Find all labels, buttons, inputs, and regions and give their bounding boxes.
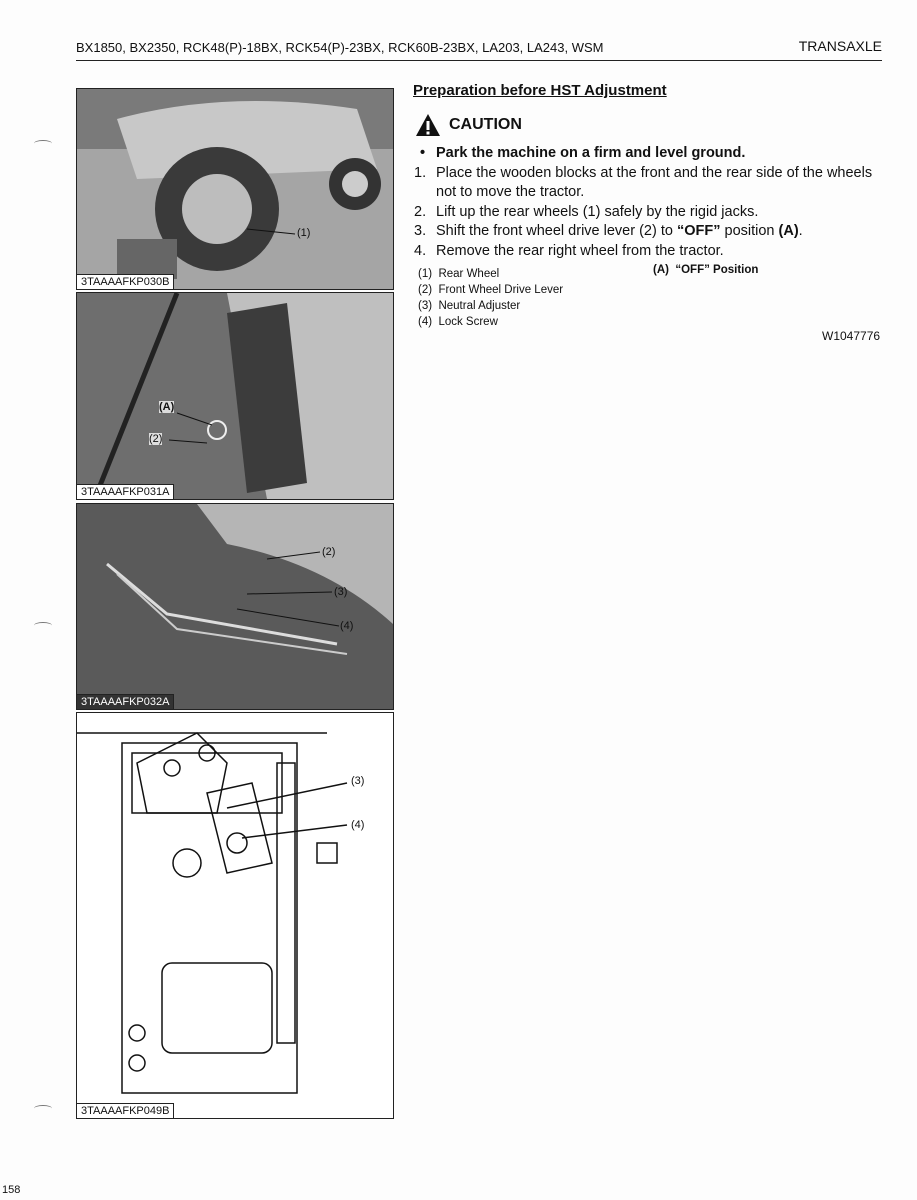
step	[414, 222, 884, 242]
step	[414, 203, 884, 223]
step-text-part: .	[798, 223, 803, 239]
section-title: Preparation before HST Adjustment	[413, 82, 667, 99]
figure-neutral-adjuster-diagram	[76, 712, 394, 1119]
binding-mark	[34, 140, 52, 147]
step-text	[436, 222, 803, 242]
off-label: “OFF”	[676, 223, 721, 239]
caution-bullet: • Park the machine on a firm and level ground.	[414, 144, 884, 164]
callout-2: (2)	[149, 433, 163, 445]
adjuster-photo	[77, 504, 393, 709]
tractor-photo	[77, 89, 393, 289]
warning-icon	[415, 113, 441, 137]
position-ref: (A)	[778, 223, 799, 239]
figure-neutral-adjuster-photo	[76, 503, 394, 710]
step-number: 4.	[414, 242, 427, 259]
legend-item: (3) Neutral Adjuster	[418, 300, 521, 312]
caution-label: CAUTION	[449, 116, 522, 133]
figure-caption: 3TAAAAFKP030B	[77, 274, 174, 289]
callout-a: (A)	[159, 401, 175, 413]
legend-item: (4) Lock Screw	[418, 316, 498, 328]
adjuster-line-drawing	[77, 713, 393, 1118]
parts-legend	[418, 266, 563, 330]
step-text-part: Shift the front wheel drive lever (2) to	[436, 223, 677, 239]
header-rule	[76, 60, 882, 61]
step-text-part: position	[720, 223, 779, 239]
header-models: BX1850, BX2350, RCK48(P)-18BX, RCK54(P)-23BX, RCK60B-23BX, LA203, LA243, WSM	[76, 40, 604, 55]
callout-3: (3)	[334, 586, 348, 598]
callout-3: (3)	[351, 775, 365, 787]
figure-drive-lever	[76, 292, 394, 500]
caution-heading	[415, 113, 522, 137]
callout-4: (4)	[340, 620, 354, 632]
document-code: W1047776	[822, 329, 881, 343]
step	[414, 242, 884, 262]
step-text: Place the wooden blocks at the front and the rear side of the wheels not to move the tractor.	[436, 164, 873, 200]
page-number: 158	[2, 1184, 21, 1196]
callout-2: (2)	[322, 546, 336, 558]
legend-item: (1) Rear Wheel	[418, 268, 500, 280]
instructions	[414, 144, 884, 261]
step-text: Remove the rear right wheel from the tractor.	[436, 242, 724, 259]
binding-mark	[34, 622, 52, 629]
figure-caption: 3TAAAAFKP032A	[77, 694, 174, 709]
bullet-text: Park the machine on a firm and level ground.	[436, 145, 746, 161]
legend-item-a: (A) “OFF” Position	[653, 264, 759, 276]
step-text: Lift up the rear wheels (1) safely by the rigid jacks.	[436, 203, 759, 220]
lever-photo	[77, 293, 393, 499]
binding-mark	[34, 1105, 52, 1112]
figure-caption: 3TAAAAFKP049B	[77, 1103, 174, 1118]
header-section: TRANSAXLE	[798, 38, 882, 54]
figure-caption: 3TAAAAFKP031A	[77, 484, 174, 499]
callout-4: (4)	[351, 819, 365, 831]
step-number: 2.	[414, 203, 427, 220]
step	[414, 164, 884, 203]
legend-item: (2) Front Wheel Drive Lever	[418, 284, 564, 296]
step-number: 1.	[414, 164, 427, 181]
callout-1: (1)	[297, 227, 311, 239]
step-number: 3.	[414, 223, 427, 239]
figure-tractor-rear-wheel	[76, 88, 394, 290]
